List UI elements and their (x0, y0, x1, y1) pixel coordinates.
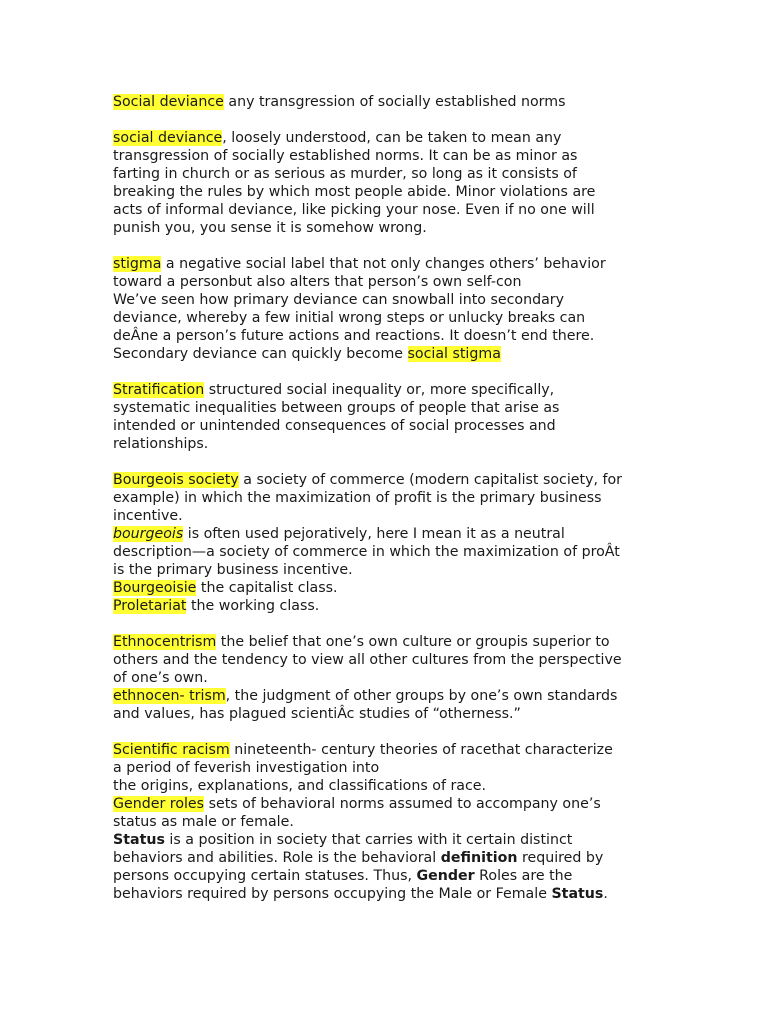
highlight-term: Proletariat (113, 598, 187, 614)
highlight-term: Bourgeois society (113, 472, 239, 488)
paragraph-social-deviance-def: Social deviance any transgression of socially established norms (113, 94, 566, 110)
highlight-term: Ethnocentrism (113, 634, 217, 650)
highlight-term: Stratification (113, 382, 205, 398)
highlight-term: bourgeois (113, 526, 184, 542)
paragraph-stratification: Stratification structured social inequality or, more specifically, systematic inequalities between groups of people that arise as intended or unintended consequences of social processes and relationships. (113, 382, 560, 452)
document-body (113, 93, 673, 921)
highlight-term: Bourgeoisie (113, 580, 197, 596)
highlight-term: ethnocen- trism (113, 688, 226, 704)
paragraph-racism-gender-status: Scientific racism nineteenth- century theories of racethat characterize a period of feverish investigation into the origins, explanations, and classifications of race. Gender roles sets of behavioral norms assumed to accompany one’s status as male or female. Status is a position in society that carries with it certain distinct behaviors and abilities. Role is the behavioral definition required by persons occupying certain statuses. Thus, Gender Roles are the behaviors required by persons occupying the Male or Female Status. (113, 742, 613, 902)
bold-term: definition (440, 850, 518, 866)
paragraph-bourgeois-society: Bourgeois society a society of commerce (modern capitalist society, for example) in which the maximization of profit is the primary business incentive. bourgeois is often used pejoratively, here I mean it as a neutral description—a society of commerce in which the maximization of proÂt is the primary business incentive. Bourgeoisie the capitalist class. Proletariat the working class. (113, 472, 622, 614)
highlight-term: social stigma (407, 346, 501, 362)
highlight-term: social deviance (113, 130, 223, 146)
paragraph-social-deviance: social deviance, loosely understood, can be taken to mean any transgression of socially established norms. It can be as minor as farting in church or as serious as murder, so long as it consists of breaking the rules by which most people abide. Minor violations are acts of informal deviance, like picking your nose. Even if no one will punish you, you sense it is somehow wrong. (113, 130, 596, 236)
highlight-term: Social deviance (113, 94, 224, 110)
bold-term: Status (113, 832, 165, 848)
highlight-term: Scientific racism (113, 742, 230, 758)
highlight-term: stigma (113, 256, 162, 272)
bold-term: Gender (416, 868, 475, 884)
paragraph-ethnocentrism: Ethnocentrism the belief that one’s own culture or groupis superior to others and the tendency to view all other cultures from the perspective of one’s own. ethnocen- trism, the judgment of other groups by one’s own standards and values, has plagued scientiÂc studies of “otherness.” (113, 634, 622, 722)
highlight-term: Gender roles (113, 796, 205, 812)
bold-term: Status (551, 886, 604, 902)
paragraph-stigma: stigma a negative social label that not only changes others’ behavior toward a personbut also alters that person’s own self-con We’ve seen how primary deviance can snowball into secondary deviance, whereby a few initial wrong steps or unlucky breaks can deÂne a person’s future actions and reactions. It doesn’t end there. Secondary deviance can quickly become social stigma (113, 256, 606, 362)
